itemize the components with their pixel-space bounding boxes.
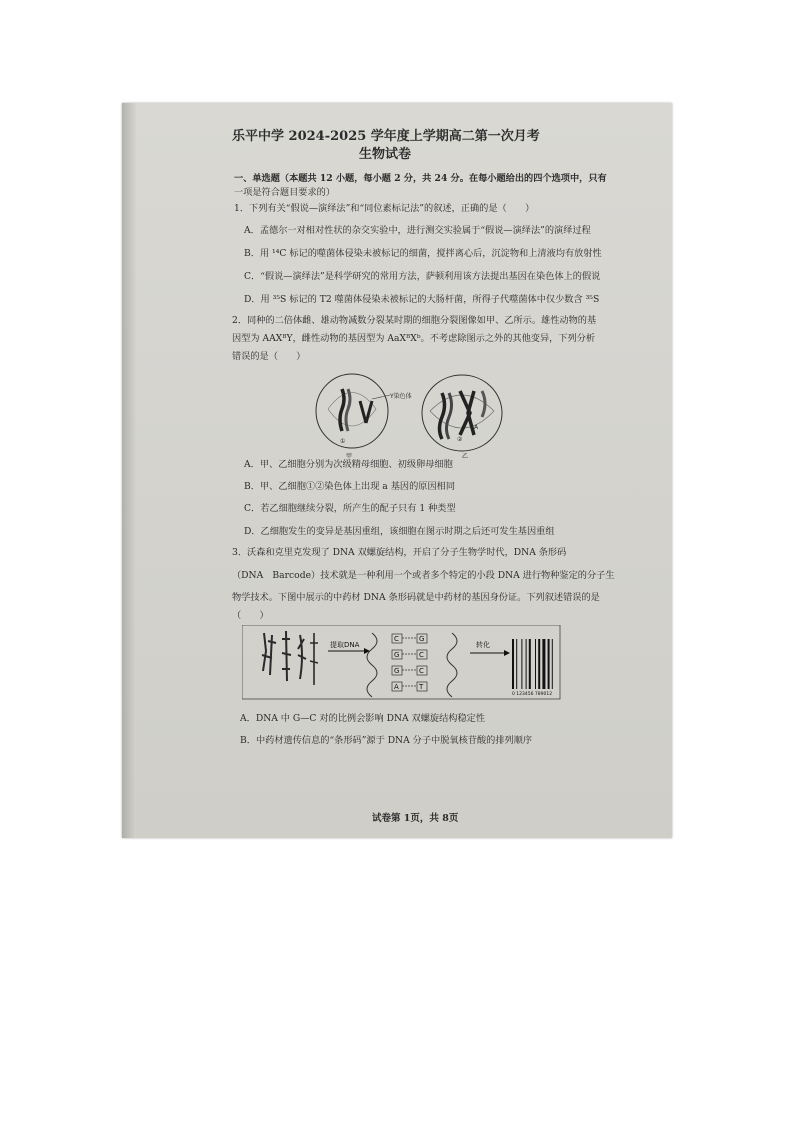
y-chromosome-label: Y染色体 xyxy=(390,393,412,400)
q1-option-a: A．孟德尔一对相对性状的杂交实验中，进行测交实验属于“假说—演绎法”的演绎过程 xyxy=(244,225,591,236)
base-right: C xyxy=(419,667,424,675)
base-left: C xyxy=(394,635,399,643)
q3-option-b: B．中药材遗传信息的“条形码”源于 DNA 分子中脱氧核苷酸的排列顺序 xyxy=(240,735,533,746)
barcode-bar xyxy=(538,639,540,689)
base-left: G xyxy=(394,667,400,675)
transform-label: 转化 xyxy=(476,641,490,649)
q2-option-b: B．甲、乙细胞①②染色体上出现 a 基因的原因相同 xyxy=(244,481,456,492)
barcode-bar xyxy=(512,639,514,689)
q2-stem-1: 2．同种的二倍体雌、雄动物减数分裂某时期的细胞分裂图像如甲、乙所示。雄性动物的基 xyxy=(232,315,597,326)
exam-paper xyxy=(122,103,672,838)
gene-a-label: A xyxy=(474,424,479,431)
q2-stem-3: 错误的是（ ） xyxy=(232,351,306,362)
barcode-bar xyxy=(516,639,517,689)
cell-yi-label: 乙 xyxy=(462,453,469,459)
section-heading: 一、单选题（本题共 12 小题，每小题 2 分，共 24 分。在每小题给出的四个选项中，只有 xyxy=(234,173,607,184)
mark-1: ① xyxy=(340,438,346,445)
q3-stem-2: （DNA Barcode）技术就是一种利用一个或者多个特定的小段 DNA 进行物种鉴定的分子生 xyxy=(232,570,615,581)
base-left: A xyxy=(394,683,399,691)
barcode-digits: 0 123456 789012 xyxy=(512,692,553,697)
q3-dna-barcode-figure xyxy=(242,625,562,705)
base-right: T xyxy=(419,683,424,691)
barcode-bar xyxy=(529,639,531,689)
page-footer: 试卷第 1页，共 8页 xyxy=(372,813,459,824)
dna-ladder xyxy=(367,633,457,697)
q2-cell-figure xyxy=(312,371,532,459)
q2-option-d: D．乙细胞发生的变异是基因重组，该细胞在图示时期之后还可发生基因重组 xyxy=(244,526,555,537)
exam-subject: 生物试卷 xyxy=(359,147,412,162)
q1-stem: 1．下列有关“假说—演绎法”和“同位素标记法”的叙述，正确的是（ ） xyxy=(234,203,535,214)
q3-option-a: A．DNA 中 G—C 对的比例会影响 DNA 双螺旋结构稳定性 xyxy=(240,713,486,724)
q1-option-b: B．用 ¹⁴C 标记的噬菌体侵染未被标记的细菌，搅拌离心后，沉淀物和上清液均有放射性 xyxy=(244,248,602,259)
base-right: C xyxy=(419,651,424,659)
extract-dna-label: 提取DNA xyxy=(330,641,360,649)
base-right: G xyxy=(419,635,425,643)
q3-stem-1: 3．沃森和克里克发现了 DNA 双螺旋结构，开启了分子生物学时代，DNA 条形码 xyxy=(232,547,567,558)
cell-jia-label: 甲 xyxy=(346,453,353,459)
base-left: G xyxy=(394,651,400,659)
q3-stem-4: （ ） xyxy=(232,610,269,621)
barcode-image xyxy=(512,639,553,689)
barcode-bar xyxy=(521,639,522,689)
barcode-bar xyxy=(542,639,545,689)
q2-option-c: C．若乙细胞继续分裂，所产生的配子只有 1 种类型 xyxy=(244,503,456,514)
q2-stem-2: 因型为 AAXᴮY，雌性动物的基因型为 AaXᴮXᵇ。不考虑除图示之外的其他变异，下列分析 xyxy=(232,333,596,344)
barcode-bar xyxy=(552,639,553,689)
transform-arrowhead xyxy=(504,650,510,656)
barcode-bar xyxy=(535,639,536,689)
q2-option-a: A．甲、乙细胞分别为次级精母细胞、初级卵母细胞 xyxy=(244,459,453,470)
q3-stem-3: 物学技术。下图中展示的中药材 DNA 条形码就是中药材的基因身份证。下列叙述错误的是 xyxy=(232,592,600,603)
mark-2: ② xyxy=(457,436,463,443)
barcode-bar xyxy=(548,639,550,689)
section-heading-cont: 一项是符合题目要求的） xyxy=(234,187,336,198)
q1-option-d: D．用 ³⁵S 标记的 T2 噬菌体侵染未被标记的大肠杆菌，所得子代噬菌体中仅少数含 ³⁵S xyxy=(244,294,600,305)
extract-arrowhead xyxy=(364,648,370,654)
q1-option-c: C．“假说—演绎法”是科学研究的常用方法，萨顿利用该方法提出基因在染色体上的假说 xyxy=(244,271,601,282)
exam-title: 乐平中学 2024-2025 学年度上学期高二第一次月考 xyxy=(232,129,540,144)
herb-specimen-image xyxy=(262,631,318,685)
barcode-bar xyxy=(526,639,527,689)
page-shadow xyxy=(122,103,136,838)
